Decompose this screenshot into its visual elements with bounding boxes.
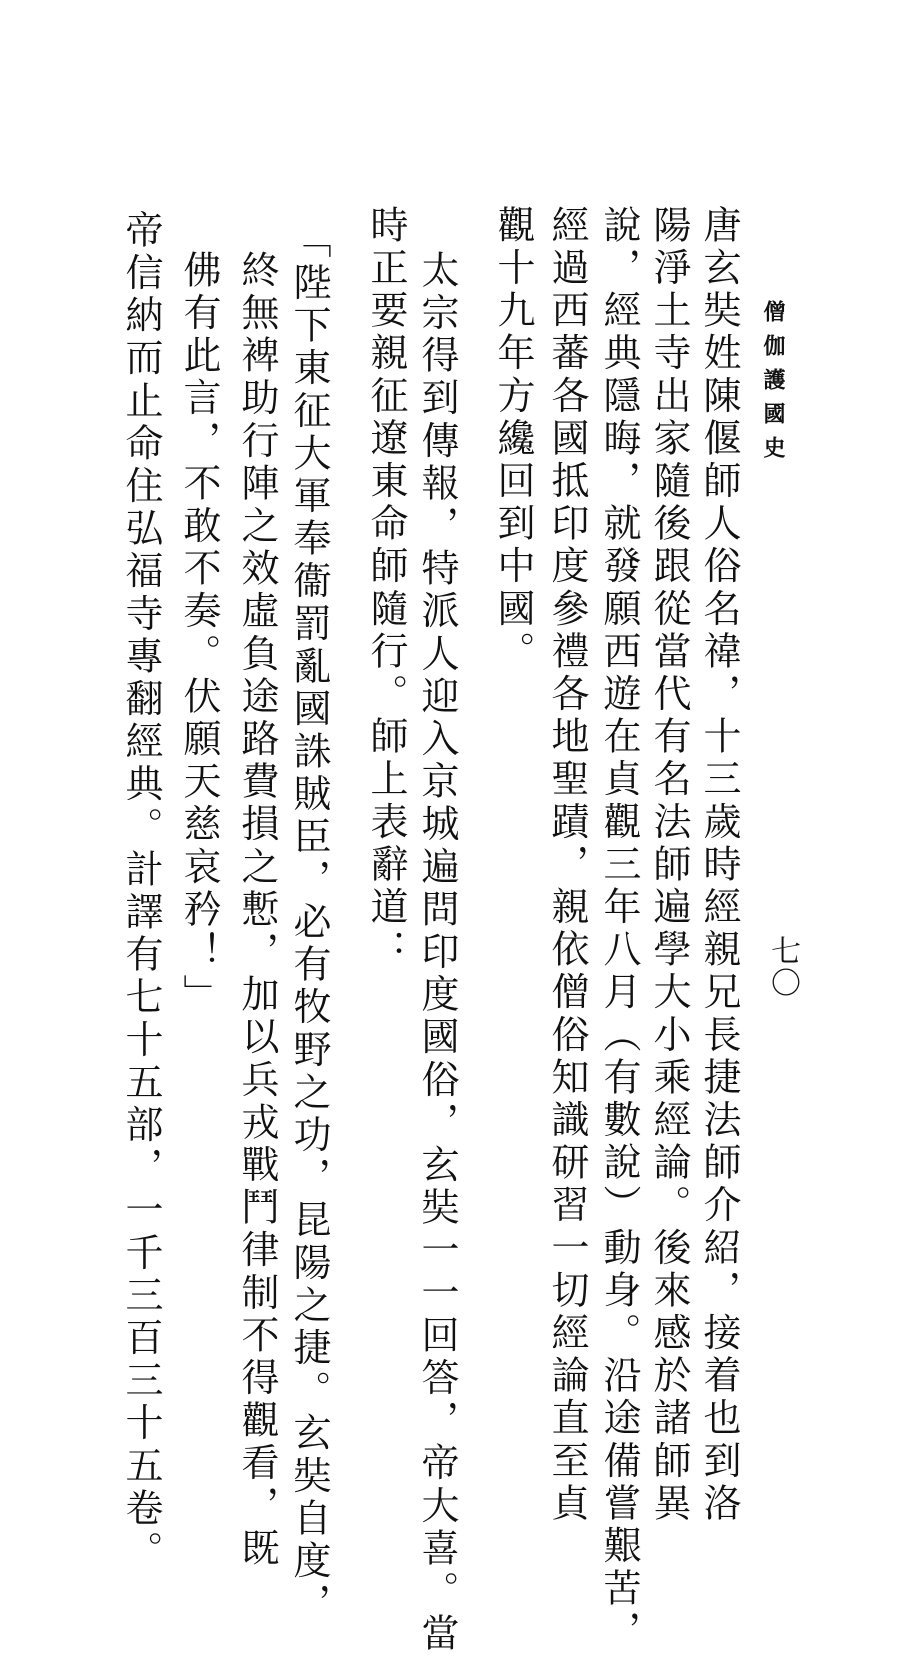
text-column: 觀十九年方纔回到中國。 (491, 205, 535, 674)
text-column: 太宗得到傳報，特派人迎入京城遍問印度國俗，玄奘一一回答，帝大喜。當 (415, 250, 459, 1656)
text-column: 經過西蕃各國抵印度參禮各地聖蹟，親依僧俗知識研習一切經論直至貞 (545, 205, 589, 1526)
text-column: 「陛下東征大軍奉衞罰亂國誅賊臣，必有牧野之功，昆陽之捷。玄奘自度， (287, 220, 331, 1626)
book-title: 僧伽護國史 (760, 300, 786, 470)
text-column: 終無裨助行陣之效虛負途路費損之慙，加以兵戎戰鬥律制不得觀看，既 (235, 250, 279, 1571)
text-column: 帝信納而止命住弘福寺專翻經典。計譯有七十五部，一千三百三十五卷。 (119, 210, 163, 1574)
page-number: 七〇 (765, 935, 800, 999)
text-column: 佛有此言，不敢不奏。伏願天慈哀矜！」 (177, 250, 221, 1017)
text-column: 唐玄奘姓陳偃師人俗名禕，十三歲時經親兄長捷法師介紹，接着也到洛 (697, 205, 741, 1526)
text-column: 時正要親征遼東命師隨行。師上表辭道： (364, 205, 408, 972)
text-column: 說，經典隱晦，就發願西遊在貞觀三年八月（有數說）動身。沿途備嘗艱苦， (597, 205, 641, 1654)
text-column: 陽淨土寺出家隨後跟從當代有名法師遍學大小乘經論。後來感於諸師異 (647, 205, 691, 1526)
